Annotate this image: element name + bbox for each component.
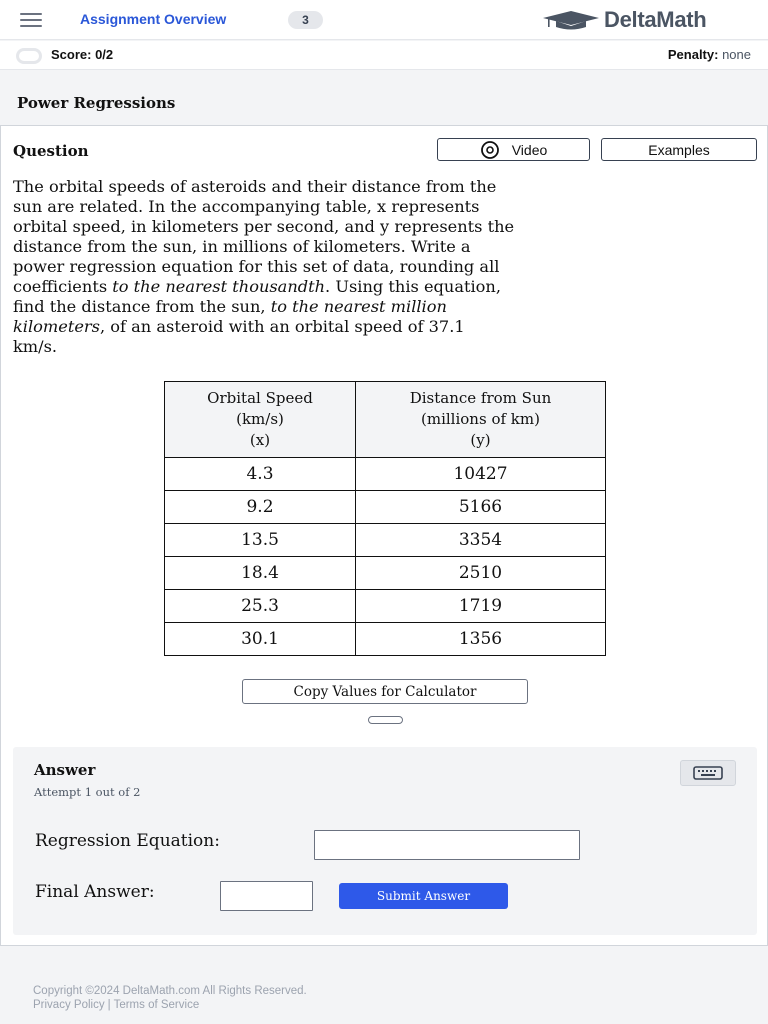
submit-answer-button[interactable]: Submit Answer — [339, 883, 508, 909]
table-cell-y: 1356 — [356, 623, 606, 656]
table-cell-x: 13.5 — [165, 524, 356, 557]
regression-equation-input[interactable] — [314, 830, 580, 860]
table-cell-y: 3354 — [356, 524, 606, 557]
question-line — [13, 297, 759, 317]
final-answer-input[interactable] — [220, 881, 313, 911]
header-line: (km/s) — [236, 410, 284, 428]
penalty-label: Penalty: — [667, 47, 719, 62]
question-emphasis: to the nearest million — [270, 297, 447, 316]
score-label: Score: 0/2 — [51, 47, 114, 62]
table-cell-x: 9.2 — [165, 491, 356, 524]
score-bar — [0, 41, 768, 70]
question-line: distance from the sun, in millions of kilometers. Write a — [13, 237, 471, 256]
question-card — [0, 125, 768, 946]
table-cell-x: 4.3 — [165, 458, 356, 491]
question-emphasis: kilometers — [13, 317, 100, 336]
question-line: power regression equation for this set of data, rounding all — [13, 257, 500, 276]
column-header-orbital-speed — [165, 382, 356, 458]
question-line: km/s. — [13, 337, 58, 356]
regression-equation-label: Regression Equation: — [35, 831, 220, 851]
keyboard-icon — [693, 766, 723, 780]
logo-text: DeltaMath — [604, 7, 707, 32]
assignment-count-badge: 3 — [288, 11, 323, 29]
keyboard-toggle-button[interactable] — [680, 760, 736, 786]
table-cell-x: 25.3 — [165, 590, 356, 623]
question-fragment: , of an asteroid with an orbital speed of 37.1 — [99, 317, 465, 336]
table-cell-x: 30.1 — [165, 623, 356, 656]
question-fragment: coefficients — [13, 277, 113, 296]
table-row — [165, 623, 606, 656]
terms-of-service-link[interactable]: Terms of Service — [113, 999, 200, 1011]
penalty-value: none — [722, 47, 751, 62]
attempt-counter: Attempt 1 out of 2 — [34, 785, 141, 799]
table-row — [165, 491, 606, 524]
answer-heading: Answer — [34, 761, 96, 779]
header-line: (millions of km) — [421, 410, 540, 428]
table-row — [165, 458, 606, 491]
question-line: sun are related. In the accompanying table, x represents — [13, 197, 480, 216]
footer — [33, 984, 307, 1012]
copyright-text: Copyright ©2024 DeltaMath.com All Rights Reserved. — [33, 985, 307, 997]
answer-panel — [13, 747, 757, 935]
question-heading: Question — [13, 142, 89, 160]
table-header-row — [165, 382, 606, 458]
privacy-policy-link[interactable]: Privacy Policy — [33, 999, 105, 1011]
table-cell-y: 5166 — [356, 491, 606, 524]
header-line: (y) — [470, 431, 491, 449]
header-line: Orbital Speed — [207, 389, 313, 407]
table-cell-x: 18.4 — [165, 557, 356, 590]
column-header-distance — [356, 382, 606, 458]
question-line: The orbital speeds of asteroids and their distance from the — [13, 177, 497, 196]
footer-links — [33, 998, 307, 1012]
final-answer-label: Final Answer: — [35, 882, 155, 902]
question-fragment: find the distance from the sun, — [13, 297, 271, 316]
collapse-toggle[interactable] — [368, 716, 403, 724]
header-line: (x) — [249, 431, 271, 449]
assignment-overview-link[interactable]: Assignment Overview — [80, 11, 227, 27]
question-fragment: . Using this equation, — [325, 277, 501, 296]
table-cell-y: 1719 — [356, 590, 606, 623]
table-row — [165, 524, 606, 557]
question-line: orbital speed, in kilometers per second, and y represents the — [13, 217, 515, 236]
hamburger-menu-icon[interactable] — [20, 13, 42, 27]
section-title: Power Regressions — [17, 94, 176, 112]
table-row — [165, 590, 606, 623]
table-cell-y: 10427 — [356, 458, 606, 491]
question-line — [13, 317, 759, 337]
penalty-indicator — [668, 47, 751, 62]
video-button[interactable] — [437, 138, 590, 161]
header-line: Distance from Sun — [409, 389, 552, 407]
data-table — [164, 381, 606, 656]
footer-separator: | — [107, 999, 111, 1011]
graduation-cap-icon — [542, 9, 600, 31]
top-bar — [0, 0, 768, 40]
copy-values-button[interactable]: Copy Values for Calculator — [242, 679, 528, 704]
question-emphasis: to the nearest thousandth — [112, 277, 326, 296]
table-row — [165, 557, 606, 590]
question-line — [13, 277, 759, 297]
examples-button[interactable]: Examples — [601, 138, 757, 161]
deltamath-logo[interactable] — [542, 8, 706, 32]
question-text — [13, 177, 759, 357]
video-button-label: Video — [511, 141, 548, 158]
play-circle-icon — [480, 140, 500, 160]
loading-spinner-icon — [16, 48, 42, 64]
table-cell-y: 2510 — [356, 557, 606, 590]
